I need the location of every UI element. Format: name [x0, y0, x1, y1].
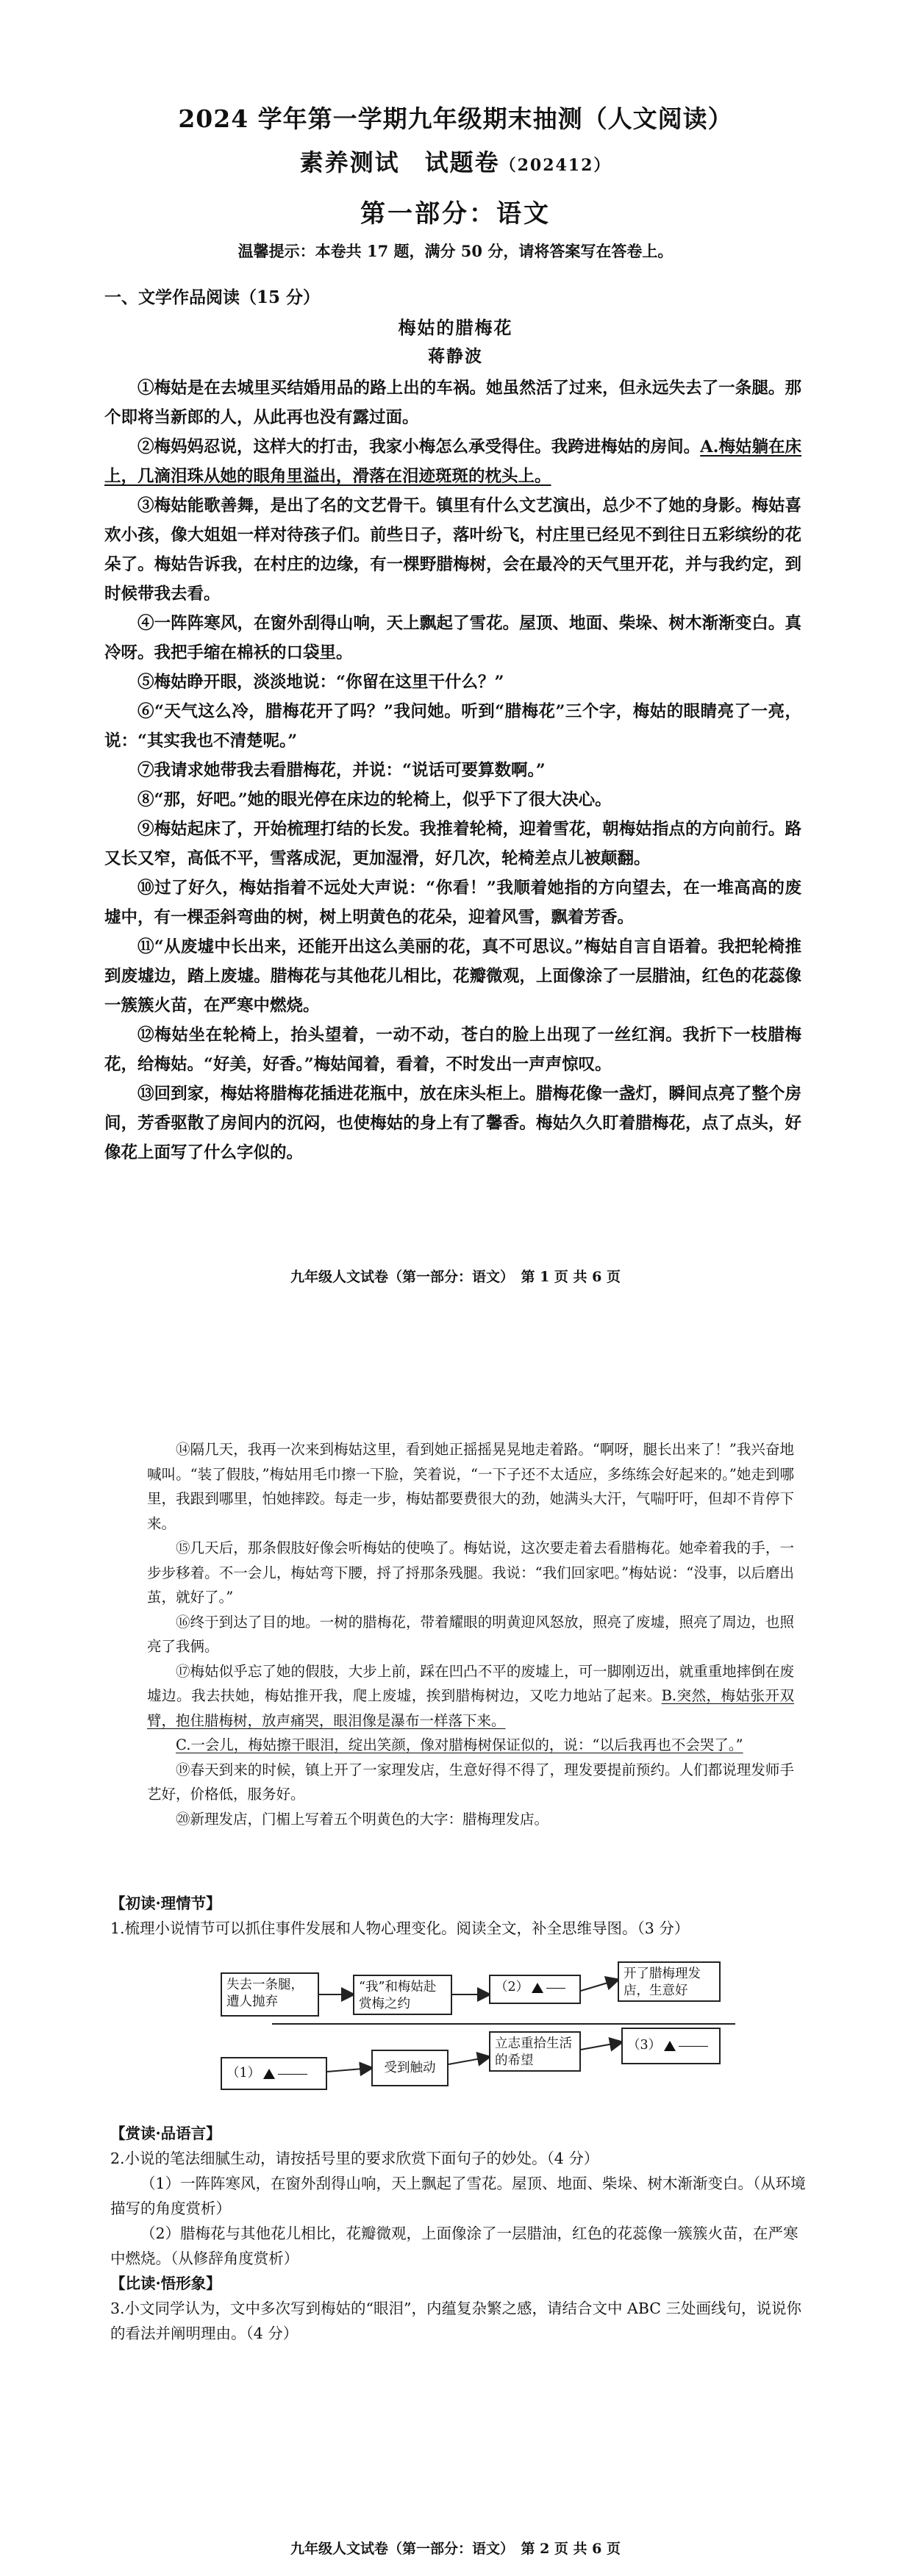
- paragraph-12: ⑫梅姑坐在轮椅上，抬头望着，一动不动，苍白的脸上出现了一丝红润。我折下一枝腊梅花，给梅姑。“好美，好香。”梅姑闻着，看着，不时发出一声声惊叹。: [104, 1026, 801, 1074]
- blank-triangle-icon: [664, 2041, 676, 2051]
- paragraph-6: ⑥“天气这么冷，腊梅花开了吗？”我问她。听到“腊梅花”三个字，梅姑的眼睛亮了一亮，说：“其实我也不清楚呢。”: [104, 702, 801, 751]
- question-3: 3.小文同学认为，文中多次写到梅姑的“眼泪”，内蕴复杂繁之感，请结合文中 ABC 三处画线句，说说你的看法并阐明理由。（4 分）: [110, 2300, 801, 2342]
- paragraph-1: ①梅姑是在去城里买结婚用品的路上出的车祸。她虽然活了过来，但永远失去了一条腿。那个即将当新郎的人，从此再也没有露过面。: [104, 379, 801, 427]
- paragraph-19: ⑲春天到来的时候，镇上开了一家理发店，生意好得不得了，理发要提前预约。人们都说理发师手艺好，价格低，服务好。: [147, 1761, 794, 1803]
- passage-title: 梅姑的腊梅花: [398, 317, 513, 338]
- exam-code: （202412）: [499, 156, 612, 175]
- question-2-1: （1）一阵阵寒风，在窗外刮得山响，天上飘起了雪花。屋顶、地面、柴垛、树木渐渐变白。（从环境描写的角度赏析）: [110, 2175, 806, 2217]
- arrow-5: [449, 2057, 489, 2064]
- exam-page-2: [0, 1437, 911, 2576]
- passage-body-continued: [147, 1437, 794, 1831]
- paragraph-20: ⑳新理发店，门楣上写着五个明黄色的大字：腊梅理发店。: [176, 1810, 549, 1828]
- paragraph-11: ⑪“从废墟中长出来，还能开出这么美丽的花，真不可思议。”梅姑自言自语着。我把轮椅推到废墟边，踏上废墟。腊梅花与其他花儿相比，花瓣微观，上面像涂了一层腊油，红色的花蕊像一簇簇火苗，在严寒中燃烧。: [104, 937, 801, 1015]
- paragraph-10: ⑩过了好久，梅姑指着不远处大声说：“你看！”我顺着她指的方向望去，在一堆高高的废墟中，有一棵歪斜弯曲的树，树上明黄色的花朵，迎着风雪，飘着芳香。: [104, 879, 801, 927]
- blank-line: [679, 2044, 708, 2047]
- blank-triangle-icon: [532, 1983, 543, 1993]
- page-footer: 九年级人文试卷（第一部分：语文） 第 2 页 共 6 页: [290, 2541, 621, 2557]
- blank-triangle-icon: [263, 2069, 275, 2079]
- paragraph-17-text: ⑰梅姑似乎忘了她的假肢，大步上前，踩在凹凸不平的废墟上，可一脚刚迈出，就重重地摔倒在废墟边。我去扶她，梅姑推开我，爬上废墟，挨到腊梅树边，又吃力地站了起来。: [147, 1662, 794, 1704]
- exam-subtitle: [0, 144, 911, 178]
- blank-1-label: （1）: [226, 2066, 261, 2081]
- paragraph-2-text: ②梅妈妈忍说，这样大的打击，我家小梅怎么承受得住。我跨进梅姑的房间。: [137, 437, 701, 457]
- paragraph-9: ⑨梅姑起床了，开始梳理打结的长发。我推着轮椅，迎着雪花，朝梅姑指点的方向前行。路又长又窄，高低不平，雪落成泥，更加湿滑，好几次，轮椅差点儿被颠翻。: [104, 820, 801, 868]
- paragraph-4: ④一阵阵寒风，在窗外刮得山响，天上飘起了雪花。屋顶、地面、柴垛、树木渐渐变白。真冷呀。我把手缩在棉袄的口袋里。: [104, 614, 801, 662]
- paragraph-17: [147, 1659, 794, 1734]
- paragraph-7: ⑦我请求她带我去看腊梅花，并说：“说话可要算数啊。”: [137, 761, 546, 780]
- question-1-area: [110, 1891, 807, 1941]
- blank-line: [278, 2072, 307, 2075]
- paragraph-13: ⑬回到家，梅姑将腊梅花插进花瓶中，放在床头柜上。腊梅花像一盏灯，瞬间点亮了整个房间，芳香驱散了房间内的沉闷，也使梅姑的身上有了馨香。梅姑久久盯着腊梅花，点了点头，好像花上面写了什么字似的。: [104, 1084, 801, 1162]
- node-blank-3: [621, 2028, 721, 2064]
- part-title: 第一部分：语文: [360, 199, 551, 229]
- question-2: 2.小说的笔法细腻生动，请按括号里的要求欣赏下面句子的妙处。（4 分）: [110, 2150, 599, 2167]
- section-heading: 一、文学作品阅读（15 分）: [104, 287, 321, 307]
- node-lose-leg: 失去一条腿，遭人抛弃: [221, 1972, 319, 2017]
- blank-line: [546, 1986, 565, 1989]
- blank-2-label: （2）: [495, 1980, 529, 1994]
- heading-character: 【比读·悟形象】: [110, 2275, 221, 2292]
- node-moved: 受到触动: [371, 2050, 449, 2086]
- node-flower-date: “我”和梅姑赴赏梅之约: [353, 1975, 452, 2015]
- underline-c: C.一会儿，梅姑擦干眼泪，绽出笑颜，像对腊梅树保证似的，说：“以后我再也不会哭了。”: [176, 1736, 743, 1753]
- node-blank-1: [221, 2057, 327, 2090]
- paragraph-16: ⑯终于到达了目的地。一树的腊梅花，带着耀眼的明黄迎风怒放，照亮了废墟，照亮了周边，也照亮了我俩。: [147, 1613, 794, 1655]
- heading-plot: 【初读·理情节】: [110, 1895, 221, 1912]
- page-footer: 九年级人文试卷（第一部分：语文） 第 1 页 共 6 页: [290, 1269, 621, 1285]
- arrow-4: [327, 2068, 371, 2072]
- node-barber-shop: 开了腊梅理发店，生意好: [618, 1961, 721, 2002]
- passage-body: [104, 373, 801, 1167]
- node-regain-hope: 立志重拾生活的希望: [489, 2031, 581, 2072]
- paragraph-3: ③梅姑能歌善舞，是出了名的文艺骨干。镇里有什么文艺演出，总少不了她的身影。梅姑喜欢小孩，像大姐姐一样对待孩子们。前些日子，落叶纷飞，村庄里已经见不到往日五彩缤纷的花朵了。梅姑告诉我，在村庄的边缘，有一棵野腊梅树，会在最冷的天气里开花，并与我约定，到时候带我去看。: [104, 496, 801, 604]
- paragraph-14: ⑭隔几天，我再一次来到梅姑这里，看到她正摇摇晃晃地走着路。“啊呀，腿长出来了！”我兴奋地喊叫。“装了假肢，”梅姑用毛巾擦一下脸，笑着说，“一下子还不太适应，多练练会好起来的。”她走到哪里，我跟到哪里，怕她摔跤。每走一步，梅姑都要费很大的劲，她满头大汗，气喘吁吁，但却不肯停下来。: [147, 1441, 794, 1532]
- arrow-3: [581, 1980, 618, 1991]
- exam-subtitle-main: 素养测试 试题卷: [299, 149, 500, 176]
- underline-a: A.梅姑躺在床上，几滴泪珠从她的眼角里溢出，滑落在泪迹斑斑的枕头上。: [104, 437, 801, 486]
- exam-tip: 温馨提示：本卷共 17 题，满分 50 分，请将答案写在答卷上。: [237, 242, 674, 260]
- plot-mind-map: [221, 1961, 779, 2108]
- paragraph-5: ⑤梅姑睁开眼，淡淡地说：“你留在这里干什么？”: [137, 673, 504, 692]
- node-blank-2: [489, 1975, 581, 2004]
- paragraph-18: [147, 1733, 794, 1758]
- paragraph-8: ⑧“那，好吧。”她的眼光停在床边的轮椅上，似乎下了很大决心。: [137, 790, 612, 809]
- passage-author: 蒋静波: [428, 346, 483, 366]
- paragraph-15: ⑮几天后，那条假肢好像会听梅姑的使唤了。梅姑说，这次要走着去看腊梅花。她牵着我的手，一步步移着。不一会儿，梅姑弯下腰，捋了捋那条残腿。我说：“我们回家吧。”梅姑说：“没事，以后磨出茧，就好了。”: [147, 1539, 794, 1606]
- blank-3-label: （3）: [627, 2038, 662, 2053]
- underline-b: B.突然，梅姑张开双臂，抱住腊梅树，放声痛哭，眼泪像是瀑布一样落下来。: [147, 1687, 794, 1729]
- heading-language: 【赏读·品语言】: [110, 2125, 221, 2142]
- paragraph-2: [104, 432, 801, 491]
- question-1: 1.梳理小说情节可以抓住事件发展和人物心理变化。阅读全文，补全思维导图。（3 分）: [110, 1920, 690, 1937]
- exam-title: 2024 学年第一学期九年级期末抽测（人文阅读）: [178, 104, 733, 133]
- arrow-6: [581, 2042, 621, 2050]
- question-2-3-area: [110, 2121, 807, 2346]
- question-2-2: （2）腊梅花与其他花儿相比，花瓣微观，上面像涂了一层腊油，红色的花蕊像一簇簇火苗，在严寒中燃烧。（从修辞角度赏析）: [110, 2225, 799, 2267]
